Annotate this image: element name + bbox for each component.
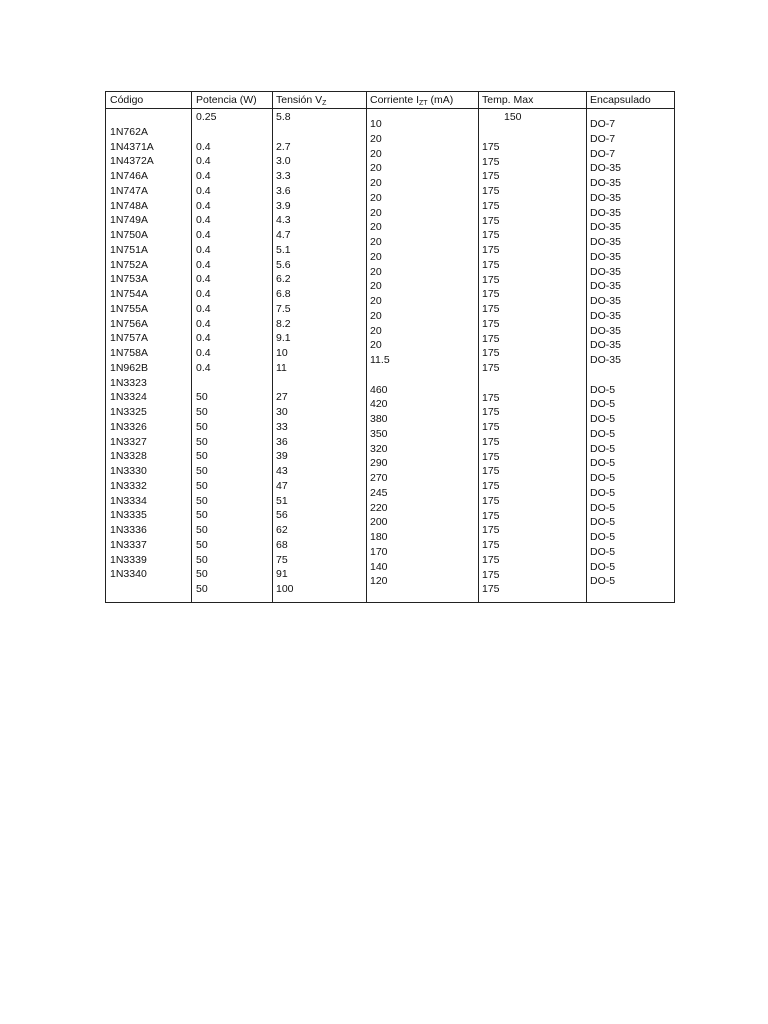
table-cell [110,110,154,125]
table-cell: DO-35 [590,324,621,337]
table-cell: 175 [482,465,500,478]
table-cell: DO-35 [590,221,621,234]
table-cell: 20 [370,221,382,234]
table-cell: 175 [482,391,500,404]
table-cell: 175 [482,199,500,212]
table-cell: 50 [196,435,208,448]
table-cell: 350 [370,427,388,440]
table-cell: DO-5 [590,486,616,499]
table-cell: 1N3327 [110,435,147,448]
table-cell: 51 [276,494,288,507]
table-cell: DO-5 [590,457,616,470]
table-cell: 47 [276,479,288,492]
table-cell: 43 [276,465,288,477]
table-cell: 20 [370,177,382,189]
table-cell: 170 [370,545,388,558]
table-cell: 1N3340 [110,568,147,581]
table-cell: 175 [482,480,500,492]
header-corriente [370,94,453,107]
table-cell: 3.0 [276,155,291,168]
table-cell: 0.4 [196,273,211,286]
table-cell: DO-35 [590,250,621,263]
table-cell: 1N750A [110,229,148,241]
table-cell: 175 [482,406,500,419]
table-cell: 270 [370,472,388,484]
table-cell: 50 [196,553,208,566]
table-cell: DO-7 [590,118,616,130]
table-cell: 50 [196,568,208,581]
table-cell: 0.4 [196,347,211,359]
table-cell: 1N3334 [110,494,147,507]
table-cell: 50 [196,583,208,595]
table-cell: 0.4 [196,214,211,227]
table-cell: 3.6 [276,184,291,197]
table-cell: 20 [370,132,382,145]
table-cell: 2.7 [276,140,291,153]
table-cell: 1N758A [110,347,148,359]
table-cell: 0.4 [196,140,211,153]
table-cell: 1N962B [110,361,148,374]
table-cell: 11 [276,361,287,374]
column-corriente [370,117,390,589]
table-cell: DO-35 [590,339,621,352]
table-cell: 9.1 [276,332,291,345]
table-cell [196,125,216,140]
table-cell: 20 [370,250,382,263]
table-cell: 175 [482,273,500,286]
table-cell [482,125,500,140]
table-cell: 11.5 [370,354,390,366]
table-cell: DO-35 [590,191,621,204]
table-cell: 175 [482,244,500,256]
table-cell: 50 [196,391,208,404]
table-cell: 20 [370,162,382,175]
table-cell: 220 [370,501,388,514]
table-cell: 175 [482,568,500,581]
table-cell: 10 [276,347,288,359]
table-cell: 39 [276,450,288,463]
header-temp: Temp. Max [482,94,534,106]
header-tension-sub: Z [322,100,327,107]
table-cell: 50 [196,524,208,536]
table-cell: 0.4 [196,288,211,300]
table-cell: 50 [196,450,208,463]
column-divider [272,92,273,602]
table-cell: 7.5 [276,302,291,315]
table-cell: 75 [276,553,288,566]
table-cell: 1N3328 [110,450,147,463]
table-cell: DO-35 [590,309,621,322]
header-encapsulado: Encapsulado [590,94,651,106]
table-cell: 1N3335 [110,509,147,522]
table-cell: 175 [482,303,500,315]
table-cell: 245 [370,486,388,499]
table-cell: 1N757A [110,332,148,345]
table-cell: 0.4 [196,258,211,271]
table-cell: 20 [370,206,382,219]
table-cell: DO-7 [590,147,616,160]
table-cell: 36 [276,435,288,448]
table-cell: 175 [482,258,500,271]
table-cell: DO-5 [590,531,616,543]
table-cell: 1N746A [110,170,148,182]
table-cell: DO-5 [590,560,616,573]
table-cell: 62 [276,524,288,536]
column-temp [482,125,500,597]
table-cell: 50 [196,494,208,507]
table-cell: 0.4 [196,317,211,330]
table-cell: DO-7 [590,132,616,145]
table-cell: 5.1 [276,243,291,256]
table-cell [276,125,294,140]
table-cell: 290 [370,457,388,470]
table-cell: 175 [482,539,500,551]
table-cell: 175 [482,509,500,522]
table-cell: 175 [482,229,500,242]
table-cell: 20 [370,265,382,278]
table-cell: DO-35 [590,265,621,278]
table-cell: 175 [482,362,500,374]
table-cell: 8.2 [276,317,291,330]
table-cell: DO-5 [590,442,616,455]
table-cell: 50 [196,420,208,433]
table-cell: 4.7 [276,229,291,241]
table-cell: DO-5 [590,501,616,514]
table-cell: 1N4372A [110,155,154,168]
table-cell: 175 [482,347,500,360]
table-cell: 1N754A [110,288,148,300]
table-cell: 1N762A [110,125,148,138]
temp-first-value: 150 [504,111,522,123]
table-cell: 0.4 [196,361,211,374]
table-cell: 200 [370,516,388,529]
table-cell: 1N3332 [110,479,147,492]
header-corriente-unit: (mA) [427,94,454,106]
table-cell: 10 [370,118,382,130]
table-cell: DO-5 [590,427,616,440]
table-cell: 20 [370,295,382,307]
table-cell: 20 [370,309,382,322]
table-cell: 1N755A [110,302,148,315]
table-cell: 175 [482,288,500,301]
table-cell: DO-5 [590,413,616,425]
table-cell: 1N749A [110,214,148,227]
table-cell: 0.4 [196,332,211,345]
table-cell: 175 [482,140,500,153]
header-tension-label: Tensión V [276,94,323,106]
table-cell: 175 [482,524,500,537]
table-cell: 1N3339 [110,553,147,566]
table-cell: 0.4 [196,229,211,241]
table-cell: 91 [276,568,288,581]
table-cell [482,376,500,391]
table-cell: 20 [370,236,382,248]
table-cell: DO-5 [590,575,616,588]
table-cell: 5.8 [276,111,291,123]
table-cell: 1N752A [110,258,148,271]
table-cell: 175 [482,450,500,463]
table-cell: 460 [370,383,388,396]
table-cell: 0.25 [196,111,217,123]
table-cell: 1N3323 [110,376,147,389]
table-cell: 1N748A [110,199,148,212]
table-cell: 320 [370,442,388,455]
table-cell: DO-35 [590,206,621,219]
table-cell: 175 [482,185,500,197]
table-cell: 0.4 [196,243,211,256]
table-cell: 0.4 [196,199,211,212]
column-divider [366,92,367,602]
table-cell: 20 [370,191,382,204]
table-cell: 20 [370,147,382,160]
table-cell: 1N3326 [110,420,147,433]
table-cell: DO-5 [590,398,616,411]
table-cell: 3.9 [276,199,291,212]
column-codigo [110,110,154,582]
table-cell: 30 [276,406,288,418]
table-cell: 4.3 [276,214,291,227]
column-divider [191,92,192,602]
table-cell: 1N747A [110,184,148,197]
table-cell: 0.4 [196,184,211,197]
table-cell: 1N3337 [110,538,147,551]
column-divider [478,92,479,602]
table-cell: 175 [482,332,500,345]
table-cell: 27 [276,391,288,404]
table-cell: DO-35 [590,162,621,175]
table-cell [590,368,621,383]
table-cell: 175 [482,317,500,330]
column-potencia [196,110,216,597]
column-tension [276,110,294,597]
table-cell: 6.2 [276,273,291,286]
zener-diode-table [105,91,675,603]
header-codigo: Código [110,94,144,106]
table-cell: 1N753A [110,273,148,286]
column-divider [586,92,587,602]
header-potencia: Potencia (W) [196,94,257,106]
table-cell: DO-5 [590,472,616,484]
table-cell: DO-35 [590,354,621,366]
table-cell: 175 [482,494,500,507]
table-cell: DO-35 [590,177,621,189]
table-cell: DO-5 [590,383,616,396]
table-cell: 175 [482,435,500,448]
table-cell: 420 [370,398,388,411]
table-cell: DO-35 [590,295,621,307]
table-cell: 1N4371A [110,140,154,153]
header-tension [276,94,326,107]
table-cell: 175 [482,214,500,227]
table-cell: DO-35 [590,280,621,293]
table-cell: 175 [482,421,500,433]
table-cell: 50 [196,509,208,522]
table-cell [370,368,390,383]
table-cell: 33 [276,420,288,433]
table-cell: 20 [370,280,382,293]
table-cell: 140 [370,560,388,573]
table-cell: 50 [196,479,208,492]
table-cell: 6.8 [276,288,291,300]
table-cell: 175 [482,155,500,168]
table-cell [196,376,216,391]
table-cell: 1N3325 [110,406,147,418]
header-corriente-sub: ZT [419,100,428,107]
table-cell: DO-5 [590,516,616,529]
table-cell: 175 [482,583,500,596]
table-cell: 1N751A [110,243,148,256]
table-cell: 50 [196,406,208,418]
table-cell: 0.4 [196,170,211,182]
table-cell [276,376,294,391]
table-cell: 175 [482,553,500,566]
column-encapsulado [590,117,621,589]
table-cell: 120 [370,575,388,588]
table-cell: 20 [370,339,382,352]
table-cell: 5.6 [276,258,291,271]
table-cell: 380 [370,413,388,425]
table-cell: 1N3336 [110,524,147,536]
table-cell: 100 [276,583,294,595]
table-cell: 50 [196,538,208,551]
table-cell: 1N3330 [110,465,147,477]
table-cell: 0.4 [196,302,211,315]
table-cell: 50 [196,465,208,477]
table-cell: 180 [370,531,388,543]
table-cell: DO-5 [590,545,616,558]
table-cell: 68 [276,538,288,551]
table-cell: 0.4 [196,155,211,168]
table-cell: 1N3324 [110,391,147,404]
table-cell: DO-35 [590,236,621,248]
table-cell: 3.3 [276,170,291,182]
table-cell: 56 [276,509,288,522]
table-cell: 175 [482,170,500,183]
table-cell: 20 [370,324,382,337]
table-cell: 1N756A [110,317,148,330]
header-corriente-label: Corriente I [370,94,420,106]
